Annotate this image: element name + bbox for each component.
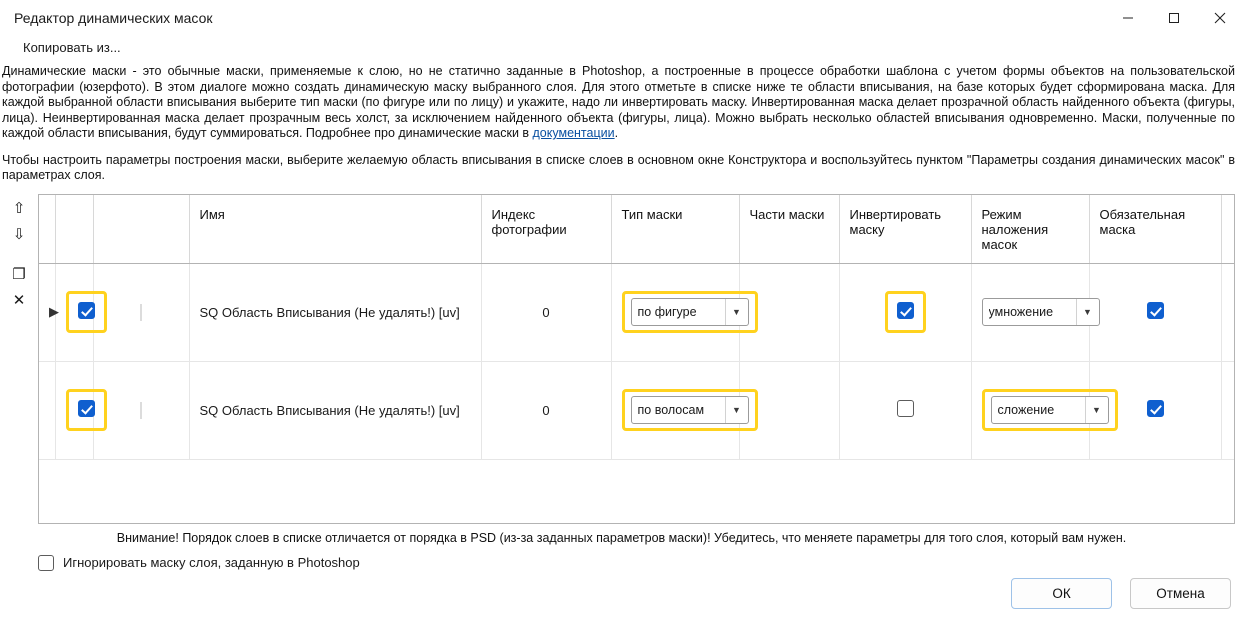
header-mask-parts[interactable]: Части маски: [739, 195, 839, 264]
layer-thumbnail: [140, 304, 142, 321]
required-mask-checkbox[interactable]: [1147, 400, 1164, 417]
ok-button[interactable]: ОК: [1011, 578, 1112, 609]
header-mask-type[interactable]: Тип маски: [611, 195, 739, 264]
row-thumbnail-cell: [93, 263, 189, 361]
mask-type-value: по фигуре: [637, 305, 697, 319]
row-mask-type-cell: [611, 263, 739, 361]
row-enabled-checkbox[interactable]: [78, 400, 95, 417]
move-up-icon[interactable]: ⇧: [12, 199, 26, 217]
description-text-1: Динамические маски - это обычные маски, применяемые к слою, но не статично заданные в Photoshop, а построенные в процессе обработки шаблона с учетом формы объектов на пользовательской фотографии (юзерфото). В этом диалоге можно создать динамическую маску выбранного слоя. Для этого отметьте в списке ниже те области вписывания, на базе которых будет сформирована маска. Для каждой выбранной области вписывания выберите тип маски (по фигуре или по лицу) и укажите, надо ли инвертировать маску. Инвертированная маска делает прозрачной область найденного объекта (фигуры, лица). Неинвертированная маска делает прозрачным весь холст, за исключением найденного объекта (фигуры, лица). Можно выбрать несколько областей вписывания одновременно. Маски, полученные по каждой области вписывания, будут суммироваться. Подробнее про динамические маски в: [2, 64, 1235, 140]
row-mask-type-cell: [611, 361, 739, 459]
highlight-box-mask-type: [622, 291, 758, 333]
header-photo-index[interactable]: Индекс фотографии: [481, 195, 611, 264]
masks-table: [39, 195, 1235, 524]
chevron-down-icon[interactable]: ▼: [725, 397, 748, 423]
chevron-down-icon[interactable]: ▼: [725, 299, 748, 325]
header-name[interactable]: Имя: [189, 195, 481, 264]
required-mask-checkbox[interactable]: [1147, 302, 1164, 319]
documentation-link[interactable]: документации: [532, 126, 615, 140]
move-down-icon[interactable]: ⇩: [12, 225, 26, 243]
title-bar: [0, 0, 1243, 36]
ignore-mask-row[interactable]: [0, 545, 1243, 571]
warning-text: Внимание! Порядок слоев в списке отличается от порядка в PSD (из-за заданных параметров маски)! Убедитесь, что меняете параметры для того слоя, который вам нужен.: [116, 530, 1127, 545]
header-required[interactable]: Обязательная маска: [1089, 195, 1221, 264]
row-enabled-cell: [55, 361, 93, 459]
menu-bar: [0, 36, 1243, 58]
blend-mode-value: умножение: [988, 305, 1054, 319]
maximize-icon[interactable]: [1151, 0, 1197, 36]
table-header-row: [39, 195, 1235, 264]
row-required-cell: [1089, 263, 1221, 361]
highlight-box-blend-mode: [982, 389, 1118, 431]
ignore-mask-checkbox[interactable]: [38, 555, 54, 571]
chevron-down-icon[interactable]: ▼: [1085, 397, 1108, 423]
row-selector-arrow: ▶: [39, 263, 55, 361]
highlight-box-enabled: [66, 389, 107, 431]
ignore-mask-label: Игнорировать маску слоя, заданную в Photoshop: [63, 555, 360, 570]
row-name: SQ Область Вписывания (Не удалять!) [uv]: [189, 361, 481, 459]
invert-mask-checkbox[interactable]: [897, 302, 914, 319]
description-paragraph-2: Чтобы настроить параметры построения маски, выберите желаемую область вписывания в списке слоев в основном окне Конструктора и воспользуйтесь пунктом "Параметры создания динамических масок" в параметрах слоя.: [2, 152, 1235, 182]
highlight-box-invert: [885, 291, 926, 333]
row-enabled-cell: [55, 263, 93, 361]
table-empty-row: [39, 459, 1235, 524]
dialog-buttons: [1011, 578, 1231, 609]
delete-icon[interactable]: ✕: [12, 291, 26, 309]
table-row[interactable]: [39, 361, 1235, 459]
blend-mode-select[interactable]: [991, 396, 1109, 424]
row-enabled-checkbox[interactable]: [78, 302, 95, 319]
menu-item-copy-from[interactable]: Копировать из...: [23, 39, 121, 55]
side-toolbar: [0, 194, 38, 314]
highlight-box-mask-type: [622, 389, 758, 431]
table-row[interactable]: [39, 263, 1235, 361]
chevron-down-icon[interactable]: ▼: [1076, 299, 1099, 325]
masks-table-container: [38, 194, 1235, 524]
layer-thumbnail: [140, 402, 142, 419]
masks-grid-area: [0, 194, 1243, 524]
window-controls: [1105, 0, 1243, 36]
minimize-icon[interactable]: [1105, 0, 1151, 36]
row-photo-index: 0: [481, 361, 611, 459]
highlight-box-enabled: [66, 291, 107, 333]
mask-type-select[interactable]: [631, 396, 749, 424]
mask-type-value: по волосам: [637, 403, 705, 417]
invert-mask-checkbox[interactable]: [897, 400, 914, 417]
mask-type-select[interactable]: [631, 298, 749, 326]
cancel-button[interactable]: Отмена: [1130, 578, 1231, 609]
description-text-1-end: .: [614, 126, 619, 140]
row-blend-mode-cell: [971, 361, 1101, 459]
row-invert-cell: [839, 361, 971, 459]
description-paragraph-1: [0, 58, 1243, 142]
header-thumbnail: [93, 195, 189, 264]
header-tail: [1221, 195, 1235, 264]
copy-icon[interactable]: ❐: [12, 265, 26, 283]
header-invert[interactable]: Инвертировать маску: [839, 195, 971, 264]
header-enabled: [55, 195, 93, 264]
blend-mode-value: сложение: [997, 403, 1055, 417]
blend-mode-select[interactable]: [982, 298, 1100, 326]
header-blend-mode[interactable]: Режим наложения масок: [971, 195, 1089, 264]
row-invert-cell: [839, 263, 971, 361]
row-tail: [1221, 361, 1235, 459]
header-arrow: [39, 195, 55, 264]
row-photo-index: 0: [481, 263, 611, 361]
row-tail: [1221, 263, 1235, 361]
row-selector-arrow: [39, 361, 55, 459]
row-thumbnail-cell: [93, 361, 189, 459]
row-name: SQ Область Вписывания (Не удалять!) [uv]: [189, 263, 481, 361]
row-blend-mode-cell: [971, 263, 1092, 361]
window-title: Редактор динамических масок: [14, 10, 213, 26]
close-icon[interactable]: [1197, 0, 1243, 36]
